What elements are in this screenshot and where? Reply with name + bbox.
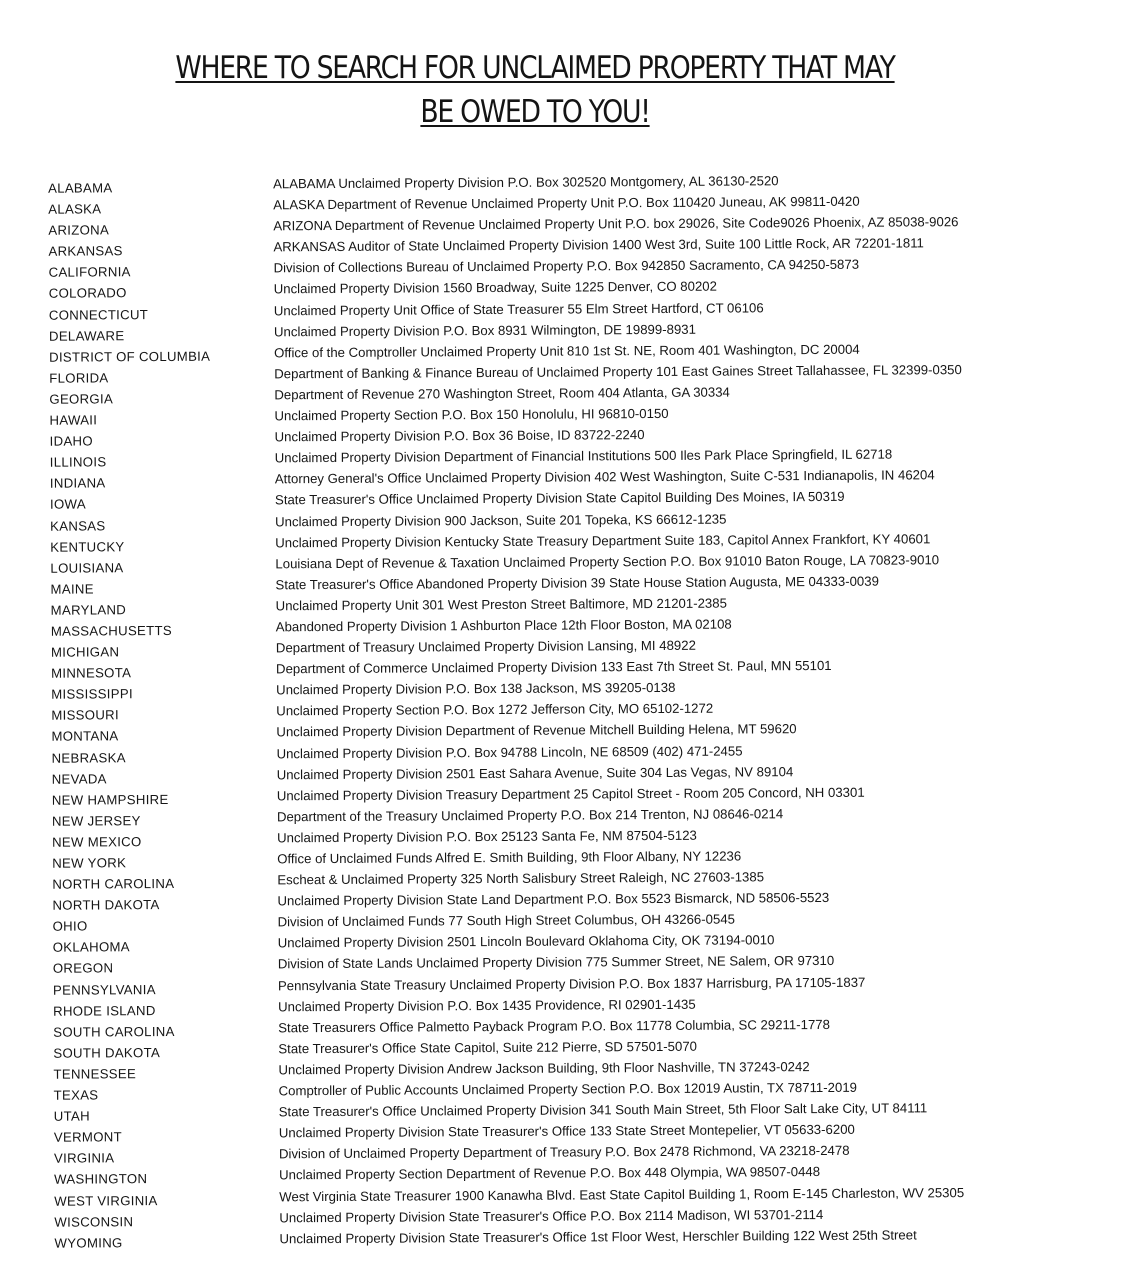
state-name: ILLINOIS: [49, 454, 107, 470]
state-name: RHODE ISLAND: [53, 1002, 156, 1019]
office-address: Division of Unclaimed Property Department of Treasury P.O. Box 2478 Richmond, VA 23218-2478: [278, 1143, 850, 1162]
state-name: INDIANA: [49, 475, 106, 492]
office-address: Unclaimed Property Division P.O. Box 138 Jackson, MS 39205-0138: [276, 680, 676, 698]
office-address: ALABAMA Unclaimed Property Division P.O. Box 302520 Montgomery, AL 36130-2520: [273, 173, 779, 192]
office-address: West Virginia State Treasurer 1900 Kanawha Blvd. East State Capitol Building 1, Room E-145 Charleston, WV 25305: [279, 1184, 965, 1204]
title-line-2: BE OWED TO YOU!: [420, 94, 650, 130]
state-name: UTAH: [53, 1108, 90, 1124]
state-name: KANSAS: [50, 517, 106, 534]
office-address: Office of the Comptroller Unclaimed Property Unit 810 1st St. NE, Room 401 Washington, DC 20004: [274, 341, 860, 361]
state-name: ALASKA: [48, 201, 102, 217]
office-address: Unclaimed Property Division 1560 Broadway, Suite 1225 Denver, CO 80202: [273, 279, 717, 297]
state-name: SOUTH DAKOTA: [53, 1044, 161, 1061]
office-address: ARKANSAS Auditor of State Unclaimed Property Division 1400 West 3rd, Suite 100 Little Rock, AR 72201-1811: [273, 235, 924, 255]
office-address: Unclaimed Property Division 2501 Lincoln Boulevard Oklahoma City, OK 73194-0010: [277, 932, 775, 951]
state-name: KENTUCKY: [50, 538, 125, 555]
state-name: ALABAMA: [48, 180, 113, 196]
office-address: Unclaimed Property Division P.O. Box 94788 Lincoln, NE 68509 (402) 471-2455: [276, 743, 743, 761]
office-address: Unclaimed Property Section Department of Revenue P.O. Box 448 Olympia, WA 98507-0448: [279, 1164, 821, 1183]
state-name: WISCONSIN: [54, 1213, 134, 1230]
office-address: Division of Collections Bureau of Unclaimed Property P.O. Box 942850 Sacramento, CA 94250-5873: [273, 257, 860, 276]
state-name: MARYLAND: [50, 602, 127, 618]
office-address: Comptroller of Public Accounts Unclaimed Property Section P.O. Box 12019 Austin, TX 78711-2019: [278, 1079, 858, 1099]
state-name: MONTANA: [51, 728, 119, 745]
office-address: State Treasurer's Office Unclaimed Property Division State Capitol Building Des Moines, IA 50319: [274, 489, 845, 508]
office-address: Unclaimed Property Section P.O. Box 1272 Jefferson City, MO 65102-1272: [276, 700, 714, 719]
office-address: Unclaimed Property Division State Treasurer's Office 1st Floor West, Herschler Building 122 West 25th Street: [279, 1227, 917, 1246]
state-name: PENNSYLVANIA: [52, 981, 156, 998]
office-address: Department of Banking & Finance Bureau of Unclaimed Property 101 East Gaines Street Tallahassee, FL 32399-0350: [274, 361, 962, 382]
office-address: Department of Commerce Unclaimed Property Division 133 East 7th Street St. Paul, MN 55101: [275, 658, 832, 677]
office-address: State Treasurer's Office Unclaimed Property Division 341 South Main Street, 5th Floor Salt Lake City, UT 84111: [278, 1100, 928, 1120]
office-address: Pennsylvania State Treasury Unclaimed Property Division P.O. Box 1837 Harrisburg, PA 17105-1837: [277, 974, 866, 993]
state-name: ARIZONA: [48, 222, 110, 238]
office-address: Unclaimed Property Division P.O. Box 36 Boise, ID 83722-2240: [274, 427, 645, 445]
office-address: Attorney General's Office Unclaimed Property Division 402 West Washington, Suite C-531 Indianapolis, IN 46204: [274, 467, 935, 487]
office-address: Department of the Treasury Unclaimed Property P.O. Box 214 Trenton, NJ 08646-0214: [276, 806, 784, 825]
state-name: MASSACHUSETTS: [50, 622, 172, 639]
office-address: Unclaimed Property Unit Office of State Treasurer 55 Elm Street Hartford, CT 06106: [273, 299, 764, 318]
office-address: Division of State Lands Unclaimed Property Division 775 Summer Street, NE Salem, OR 97310: [277, 953, 835, 972]
office-address: Abandoned Property Division 1 Ashburton Place 12th Floor Boston, MA 02108: [275, 616, 732, 635]
office-address: Unclaimed Property Division Kentucky State Treasury Department Suite 183, Capitol Annex Frankfort, KY 40601: [275, 530, 931, 550]
state-name: OKLAHOMA: [52, 939, 130, 956]
state-address-list: [0, 168, 1127, 1251]
state-name: LOUISIANA: [50, 559, 124, 576]
office-address: Unclaimed Property Division P.O. Box 8931 Wilmington, DE 19899-8931: [273, 321, 696, 339]
state-name: NORTH CAROLINA: [52, 876, 175, 892]
office-address: Unclaimed Property Division P.O. Box 25123 Santa Fe, NM 87504-5123: [277, 827, 697, 846]
office-address: Unclaimed Property Division State Treasurer's Office P.O. Box 2114 Madison, WI 53701-2114: [279, 1206, 824, 1225]
state-name: OHIO: [52, 918, 88, 934]
state-name: DISTRICT OF COLUMBIA: [49, 348, 211, 365]
state-name: NEW HAMPSHIRE: [51, 791, 169, 808]
state-name: HAWAII: [49, 412, 98, 428]
state-name: NEW MEXICO: [52, 834, 142, 850]
office-address: Unclaimed Property Unit 301 West Preston Street Baltimore, MD 21201-2385: [275, 595, 727, 614]
office-address: Unclaimed Property Division 900 Jackson, Suite 201 Topeka, KS 66612-1235: [275, 511, 727, 529]
state-name: TEXAS: [53, 1087, 99, 1103]
office-address: Division of Unclaimed Funds 77 South High Street Columbus, OH 43266-0545: [277, 911, 736, 930]
state-name: MAINE: [50, 581, 94, 597]
office-address: Department of Revenue 270 Washington Street, Room 404 Atlanta, GA 30334: [274, 384, 730, 403]
state-name: OREGON: [52, 960, 114, 977]
office-address: Office of Unclaimed Funds Alfred E. Smith Building, 9th Floor Albany, NY 12236: [277, 848, 742, 867]
office-address: Unclaimed Property Division P.O. Box 1435 Providence, RI 02901-1435: [278, 996, 696, 1014]
state-name: GEORGIA: [49, 391, 114, 407]
office-address: Unclaimed Property Section P.O. Box 150 Honolulu, HI 96810-0150: [274, 405, 669, 424]
office-address: Unclaimed Property Division Andrew Jackson Building, 9th Floor Nashville, TN 37243-0242: [278, 1059, 810, 1078]
state-name: TENNESSEE: [53, 1066, 137, 1082]
office-address: Unclaimed Property Division 2501 East Sahara Avenue, Suite 304 Las Vegas, NV 89104: [276, 763, 794, 782]
office-address: ARIZONA Department of Revenue Unclaimed Property Unit P.O. box 29026, Site Code9026 Phoenix, AZ 85038-9026: [273, 214, 959, 234]
state-name: IOWA: [49, 496, 86, 513]
state-name: CONNECTICUT: [48, 306, 149, 323]
state-name: COLORADO: [48, 285, 127, 302]
office-address: Unclaimed Property Division Department of Revenue Mitchell Building Helena, MT 59620: [276, 721, 797, 740]
document-title: [75, 46, 995, 134]
state-name: NORTH DAKOTA: [52, 897, 160, 913]
office-address: State Treasurer's Office State Capitol, Suite 212 Pierre, SD 57501-5070: [278, 1038, 698, 1057]
office-address: Department of Treasury Unclaimed Property Division Lansing, MI 48922: [275, 637, 696, 656]
state-name: WEST VIRGINIA: [54, 1192, 158, 1209]
office-address: State Treasurers Office Palmetto Payback Program P.O. Box 11778 Columbia, SC 29211-1778: [278, 1016, 830, 1036]
state-name: NEBRASKA: [51, 749, 126, 766]
state-name: VIRGINIA: [53, 1150, 115, 1167]
office-address: Escheat & Unclaimed Property 325 North Salisbury Street Raleigh, NC 27603-1385: [277, 869, 765, 888]
office-address: Unclaimed Property Division Treasury Department 25 Capitol Street - Room 205 Concord, NH 03301: [276, 784, 865, 804]
state-name: ARKANSAS: [48, 243, 123, 259]
office-address: Unclaimed Property Division Department of Financial Institutions 500 Iles Park Place Springfield, IL 62718: [274, 446, 893, 466]
state-name: IDAHO: [49, 433, 93, 449]
state-name: SOUTH CAROLINA: [53, 1023, 175, 1040]
state-name: CALIFORNIA: [48, 264, 131, 281]
state-name: WASHINGTON: [54, 1171, 148, 1188]
state-name: WYOMING: [54, 1234, 123, 1251]
state-name: MISSISSIPPI: [51, 686, 133, 702]
state-name: MINNESOTA: [50, 665, 132, 681]
office-address: ALASKA Department of Revenue Unclaimed Property Unit P.O. Box 110420 Juneau, AK 99811-0420: [273, 193, 860, 213]
title-line-1: WHERE TO SEARCH FOR UNCLAIMED PROPERTY THAT MAY: [175, 50, 895, 86]
office-address: State Treasurer's Office Abandoned Property Division 39 State House Station Augusta, ME 04333-0039: [275, 573, 879, 593]
state-name: NEVADA: [51, 770, 107, 787]
office-address: Unclaimed Property Division State Land Department P.O. Box 5523 Bismarck, ND 58506-5523: [277, 890, 830, 909]
state-name: VERMONT: [53, 1129, 122, 1145]
state-name: DELAWARE: [48, 327, 125, 344]
state-name: MICHIGAN: [50, 644, 120, 660]
state-name: FLORIDA: [49, 370, 109, 386]
office-address: Louisiana Dept of Revenue & Taxation Unclaimed Property Section P.O. Box 91010 Baton Rouge, LA 70823-9010: [275, 551, 940, 572]
state-name: NEW YORK: [52, 855, 127, 871]
state-name: MISSOURI: [51, 707, 119, 724]
office-address: Unclaimed Property Division State Treasurer's Office 133 State Street Montepelier, VT 05633-6200: [278, 1122, 855, 1141]
state-name: NEW JERSEY: [51, 812, 141, 829]
